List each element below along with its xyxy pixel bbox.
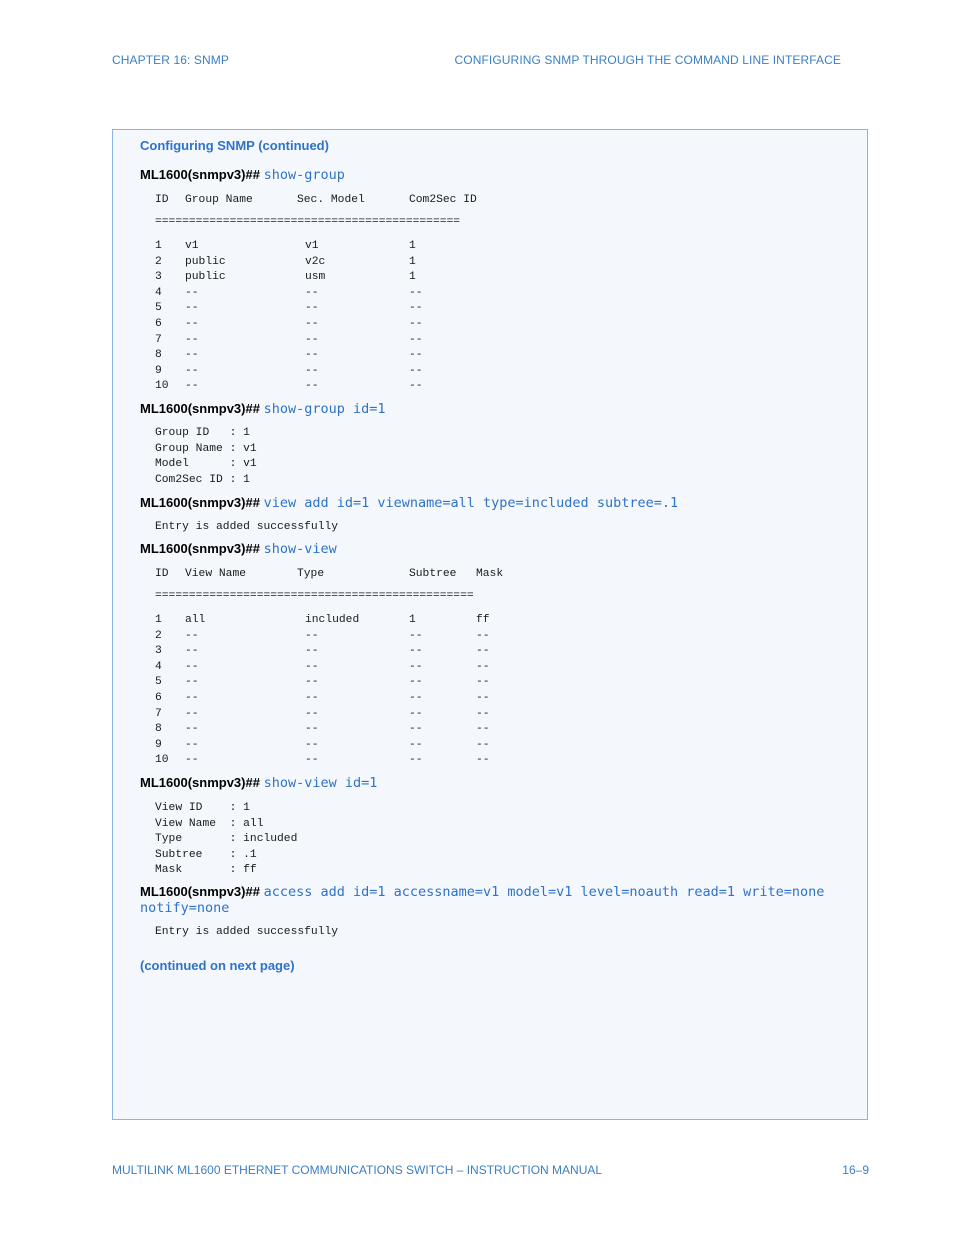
- table-cell: 10: [155, 380, 169, 393]
- page-number: 16–9: [842, 1163, 869, 1177]
- table-cell: 1: [409, 255, 416, 268]
- view-table: [155, 567, 504, 583]
- table-cell: --: [185, 333, 199, 346]
- table-cell: --: [476, 707, 490, 720]
- table-cell: 6: [155, 317, 162, 330]
- snmp-config-example-box: [112, 129, 868, 1120]
- table-cell: --: [305, 754, 319, 767]
- table-cell: --: [305, 286, 319, 299]
- table-cell: --: [185, 317, 199, 330]
- group-detail-output: Group ID : 1 Group Name : v1 Model : v1 Com2Sec ID : 1: [155, 427, 257, 486]
- table-cell: --: [476, 660, 490, 673]
- table-cell: 1: [409, 614, 416, 626]
- view-detail-output: View ID : 1 View Name : all Type : included Subtree : .1 Mask : ff: [155, 802, 298, 877]
- cli-prompt: ML1600(snmpv3)##: [140, 167, 260, 182]
- table-cell: --: [409, 723, 423, 736]
- table-cell: --: [409, 364, 423, 377]
- view-add-output: Entry is added successfully: [155, 521, 339, 533]
- table-cell: --: [409, 333, 423, 346]
- table-cell: --: [185, 364, 199, 377]
- table-cell: --: [185, 754, 199, 767]
- group-table-header: [155, 193, 477, 209]
- table-cell: public: [185, 271, 226, 284]
- command-access-add: [140, 884, 860, 916]
- table-cell: 9: [155, 738, 162, 751]
- table-cell: v2c: [305, 255, 326, 268]
- command-show-view-id: [140, 775, 377, 791]
- table-cell: --: [305, 364, 319, 377]
- column-header-id: ID: [155, 194, 169, 206]
- table-cell: --: [185, 629, 199, 642]
- table-cell: all: [185, 614, 206, 626]
- table-cell: v1: [305, 240, 319, 252]
- column-header-id: ID: [155, 568, 169, 580]
- table-cell: --: [185, 286, 199, 299]
- table-cell: --: [409, 691, 423, 704]
- table-cell: --: [476, 723, 490, 736]
- table-cell: --: [476, 629, 490, 642]
- table-cell: 4: [155, 286, 162, 299]
- table-cell: --: [476, 691, 490, 704]
- table-cell: --: [409, 660, 423, 673]
- cli-command: show-view: [263, 541, 337, 557]
- table-cell: --: [185, 645, 199, 658]
- cli-command: show-group: [263, 167, 345, 183]
- table-cell: --: [409, 645, 423, 658]
- table-cell: --: [305, 676, 319, 689]
- table-cell: included: [305, 614, 360, 626]
- table-cell: 7: [155, 707, 162, 720]
- table-cell: --: [305, 349, 319, 362]
- table-cell: --: [185, 707, 199, 720]
- table-cell: v1: [185, 240, 199, 252]
- table-cell: --: [305, 333, 319, 346]
- cli-prompt: ML1600(snmpv3)##: [140, 541, 260, 556]
- table-cell: --: [476, 738, 490, 751]
- table-cell: --: [305, 629, 319, 642]
- table-cell: --: [185, 380, 199, 393]
- table-cell: --: [476, 754, 490, 767]
- column-header-type: Type: [297, 568, 325, 580]
- table-cell: --: [409, 349, 423, 362]
- table-cell: --: [409, 707, 423, 720]
- table-cell: --: [409, 286, 423, 299]
- manual-footer: MULTILINK ML1600 ETHERNET COMMUNICATIONS SWITCH – INSTRUCTION MANUAL: [112, 1163, 603, 1177]
- column-header-subtree: Subtree: [409, 568, 457, 580]
- cli-command: access add id=1 accessname=v1 model=v1 level=noauth read=1 write=none notify=none: [140, 884, 825, 916]
- table-cell: 1: [409, 271, 416, 284]
- table-cell: 6: [155, 691, 162, 704]
- command-view-add: [140, 495, 678, 511]
- group-table-separator: =============================================: [155, 216, 461, 228]
- column-header-group-name: Group Name: [185, 194, 253, 206]
- command-show-group: [140, 167, 345, 183]
- table-cell: --: [185, 349, 199, 362]
- table-cell: 7: [155, 333, 162, 346]
- cli-command: show-view id=1: [263, 775, 378, 791]
- table-cell: --: [305, 302, 319, 315]
- group-table: [155, 193, 477, 209]
- table-cell: 5: [155, 676, 162, 689]
- table-cell: --: [476, 645, 490, 658]
- table-cell: 2: [155, 255, 162, 268]
- table-cell: --: [409, 380, 423, 393]
- table-cell: 8: [155, 349, 162, 362]
- table-cell: --: [476, 676, 490, 689]
- table-cell: --: [409, 629, 423, 642]
- cli-command: view add id=1 viewname=all type=included subtree=.1: [263, 495, 679, 511]
- table-cell: 3: [155, 271, 162, 284]
- table-cell: --: [305, 660, 319, 673]
- table-cell: --: [409, 317, 423, 330]
- column-header-view-name: View Name: [185, 568, 247, 580]
- continued-note: (continued on next page): [140, 958, 295, 973]
- view-table-separator: ===============================================: [155, 590, 474, 602]
- box-title: Configuring SNMP (continued): [140, 138, 329, 153]
- table-cell: 10: [155, 754, 169, 767]
- cli-prompt: ML1600(snmpv3)##: [140, 884, 260, 899]
- table-cell: --: [305, 380, 319, 393]
- cli-prompt: ML1600(snmpv3)##: [140, 401, 260, 416]
- table-cell: ff: [476, 614, 490, 626]
- section-header: CONFIGURING SNMP THROUGH THE COMMAND LINE INTERFACE: [454, 53, 841, 67]
- table-cell: --: [409, 302, 423, 315]
- command-show-group-id: [140, 401, 386, 417]
- table-cell: 4: [155, 660, 162, 673]
- table-cell: --: [305, 691, 319, 704]
- table-cell: --: [409, 676, 423, 689]
- table-cell: --: [305, 707, 319, 720]
- table-cell: 1: [155, 614, 162, 626]
- table-cell: 2: [155, 629, 162, 642]
- table-cell: --: [185, 660, 199, 673]
- table-cell: 5: [155, 302, 162, 315]
- table-cell: --: [185, 691, 199, 704]
- table-cell: --: [185, 723, 199, 736]
- table-cell: --: [185, 738, 199, 751]
- table-cell: 3: [155, 645, 162, 658]
- column-header-mask: Mask: [476, 568, 504, 580]
- table-cell: --: [409, 738, 423, 751]
- cli-prompt: ML1600(snmpv3)##: [140, 775, 260, 790]
- table-cell: public: [185, 255, 226, 268]
- table-cell: --: [305, 723, 319, 736]
- table-cell: 1: [155, 240, 162, 252]
- table-cell: 9: [155, 364, 162, 377]
- view-table-header: [155, 567, 504, 583]
- table-cell: --: [409, 754, 423, 767]
- command-show-view: [140, 541, 337, 557]
- chapter-header: CHAPTER 16: SNMP: [112, 53, 229, 67]
- column-header-sec-model: Sec. Model: [297, 194, 365, 206]
- table-cell: usm: [305, 271, 326, 284]
- cli-command: show-group id=1: [263, 401, 386, 417]
- table-cell: 1: [409, 240, 416, 252]
- access-add-output: Entry is added successfully: [155, 926, 339, 938]
- table-cell: --: [185, 676, 199, 689]
- column-header-com2sec-id: Com2Sec ID: [409, 194, 477, 206]
- table-cell: --: [305, 738, 319, 751]
- cli-prompt: ML1600(snmpv3)##: [140, 495, 260, 510]
- table-cell: 8: [155, 723, 162, 736]
- table-cell: --: [305, 645, 319, 658]
- table-cell: --: [305, 317, 319, 330]
- table-cell: --: [185, 302, 199, 315]
